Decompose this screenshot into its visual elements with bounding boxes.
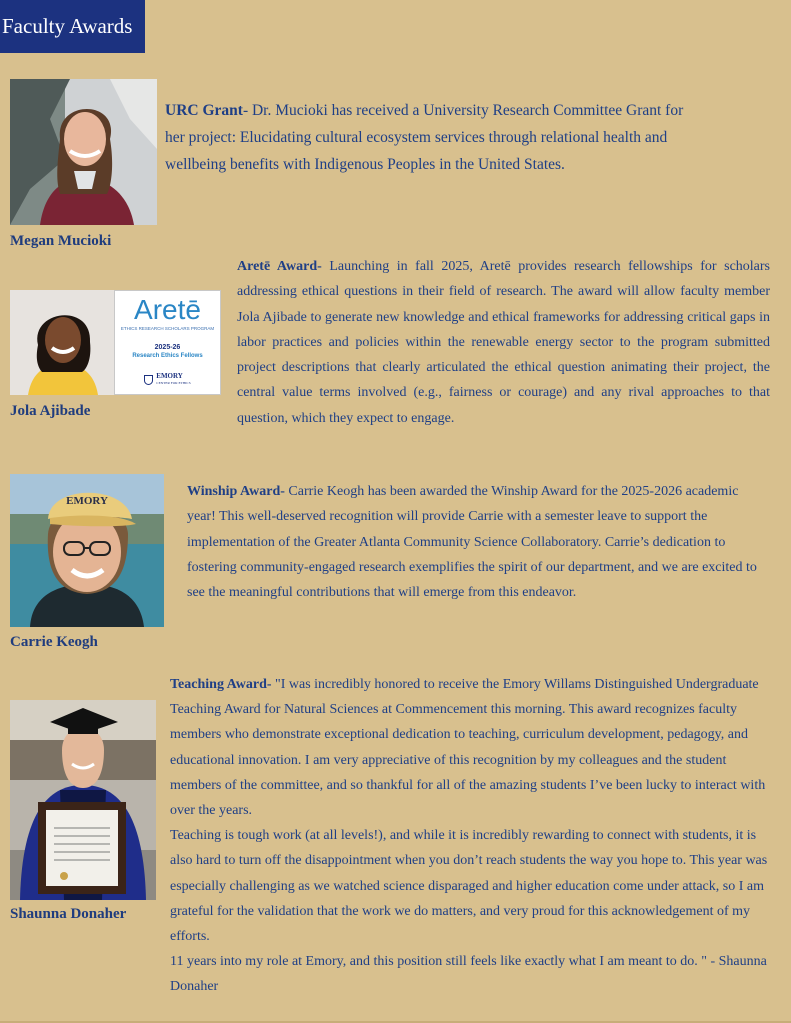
arete-wordmark: Aretē — [134, 294, 201, 325]
shield-icon — [144, 375, 153, 385]
winship-award-label: Winship Award- — [187, 484, 285, 499]
urc-grant-label: URC Grant — [165, 102, 243, 119]
carrie-keogh-photo — [10, 474, 164, 627]
winship-award-text — [187, 479, 762, 605]
teaching-award-label: Teaching Award- — [170, 677, 272, 692]
winship-award-body: Carrie Keogh has been awarded the Winship Award for the 2025-2026 academic year! This well-deserved recognition will provide Carrie with a semester leave to support the implementation of the Greater Atlanta Community Science Collaboratory. Carrie’s dedication to fostering community-engaged research exemplifies the spirit of our department, and we are excited to see the meaningful contributions that will emerge from this endeavor. — [187, 484, 757, 601]
teaching-award-paragraph-1 — [170, 672, 775, 823]
arete-award-text — [237, 254, 770, 431]
arete-fellows: Research Ethics Fellows — [132, 353, 203, 359]
center-for-ethics: CENTER FOR ETHICS — [156, 381, 191, 385]
arete-award-label: Aretē Award- — [237, 259, 322, 274]
arete-program: ETHICS RESEARCH SCHOLARS PROGRAM — [120, 326, 215, 331]
arete-award-body: Launching in fall 2025, Aretē provides research fellowships for scholars addressing ethical questions in their field of research. The award will allow faculty member Jola Ajibade to generate new knowledge and ethical frameworks for addressing critical gaps in labor practices and policies within the renewable energy sector to the program submitted project descriptions that clearly articulated the ethical question animating their project, the central value terms involved (e.g., fairness or courage) and any rival approaches to that question, which they expect to engage. — [237, 259, 771, 426]
teaching-award-paragraph-2: Teaching is tough work (at all levels!), and while it is incredibly rewarding to connect with students, it is also hard to turn off the disappointment when you don’t reach students the way you hope to. This year was especially challenging as we watched science disparaged and higher education come under attack, so I am grateful for the validation that the work we do matters, and very proud for this acknowledgement of my efforts. — [170, 828, 768, 945]
teaching-award-body-1: "I was incredibly honored to receive the Emory Willams Distinguished Undergraduate Teaching Award for Natural Sciences at Commencement this morning. This award recognizes faculty members who demonstrate exceptional dedication to teaching, curriculum development, pedagogy, and educational innovation. I am very appreciative of this recognition by my colleagues and the student members of the committee, and so thankful for all of the amazing students I’ve been lucky to interact with over the years. — [170, 677, 766, 819]
page-title: Faculty Awards — [0, 0, 145, 53]
arete-year: 2025-26 — [154, 344, 181, 351]
shaunna-donaher-photo — [10, 700, 156, 900]
urc-grant-text — [165, 97, 705, 178]
megan-mucioki-name: Megan Mucioki — [10, 233, 112, 249]
megan-mucioki-photo — [10, 79, 157, 225]
teaching-award-paragraph-3: 11 years into my role at Emory, and this position still feels like exactly what I am meant to do. " - Shaunna Donaher — [170, 954, 767, 995]
arete-logo — [114, 290, 221, 395]
teaching-award-text — [170, 672, 775, 1000]
cap-text: EMORY — [66, 495, 108, 507]
jola-ajibade-name: Jola Ajibade — [10, 403, 91, 419]
emory-wordmark: EMORY — [156, 372, 183, 380]
jola-ajibade-photo — [10, 290, 114, 395]
urc-grant-body: - Dr. Mucioki has received a University Research Committee Grant for her project: Elucidating cultural ecosystem services through relational health and wellbeing benefits with Indigenous Peoples in the United States. — [165, 102, 684, 173]
carrie-keogh-name: Carrie Keogh — [10, 634, 98, 650]
shaunna-donaher-name: Shaunna Donaher — [10, 906, 127, 922]
